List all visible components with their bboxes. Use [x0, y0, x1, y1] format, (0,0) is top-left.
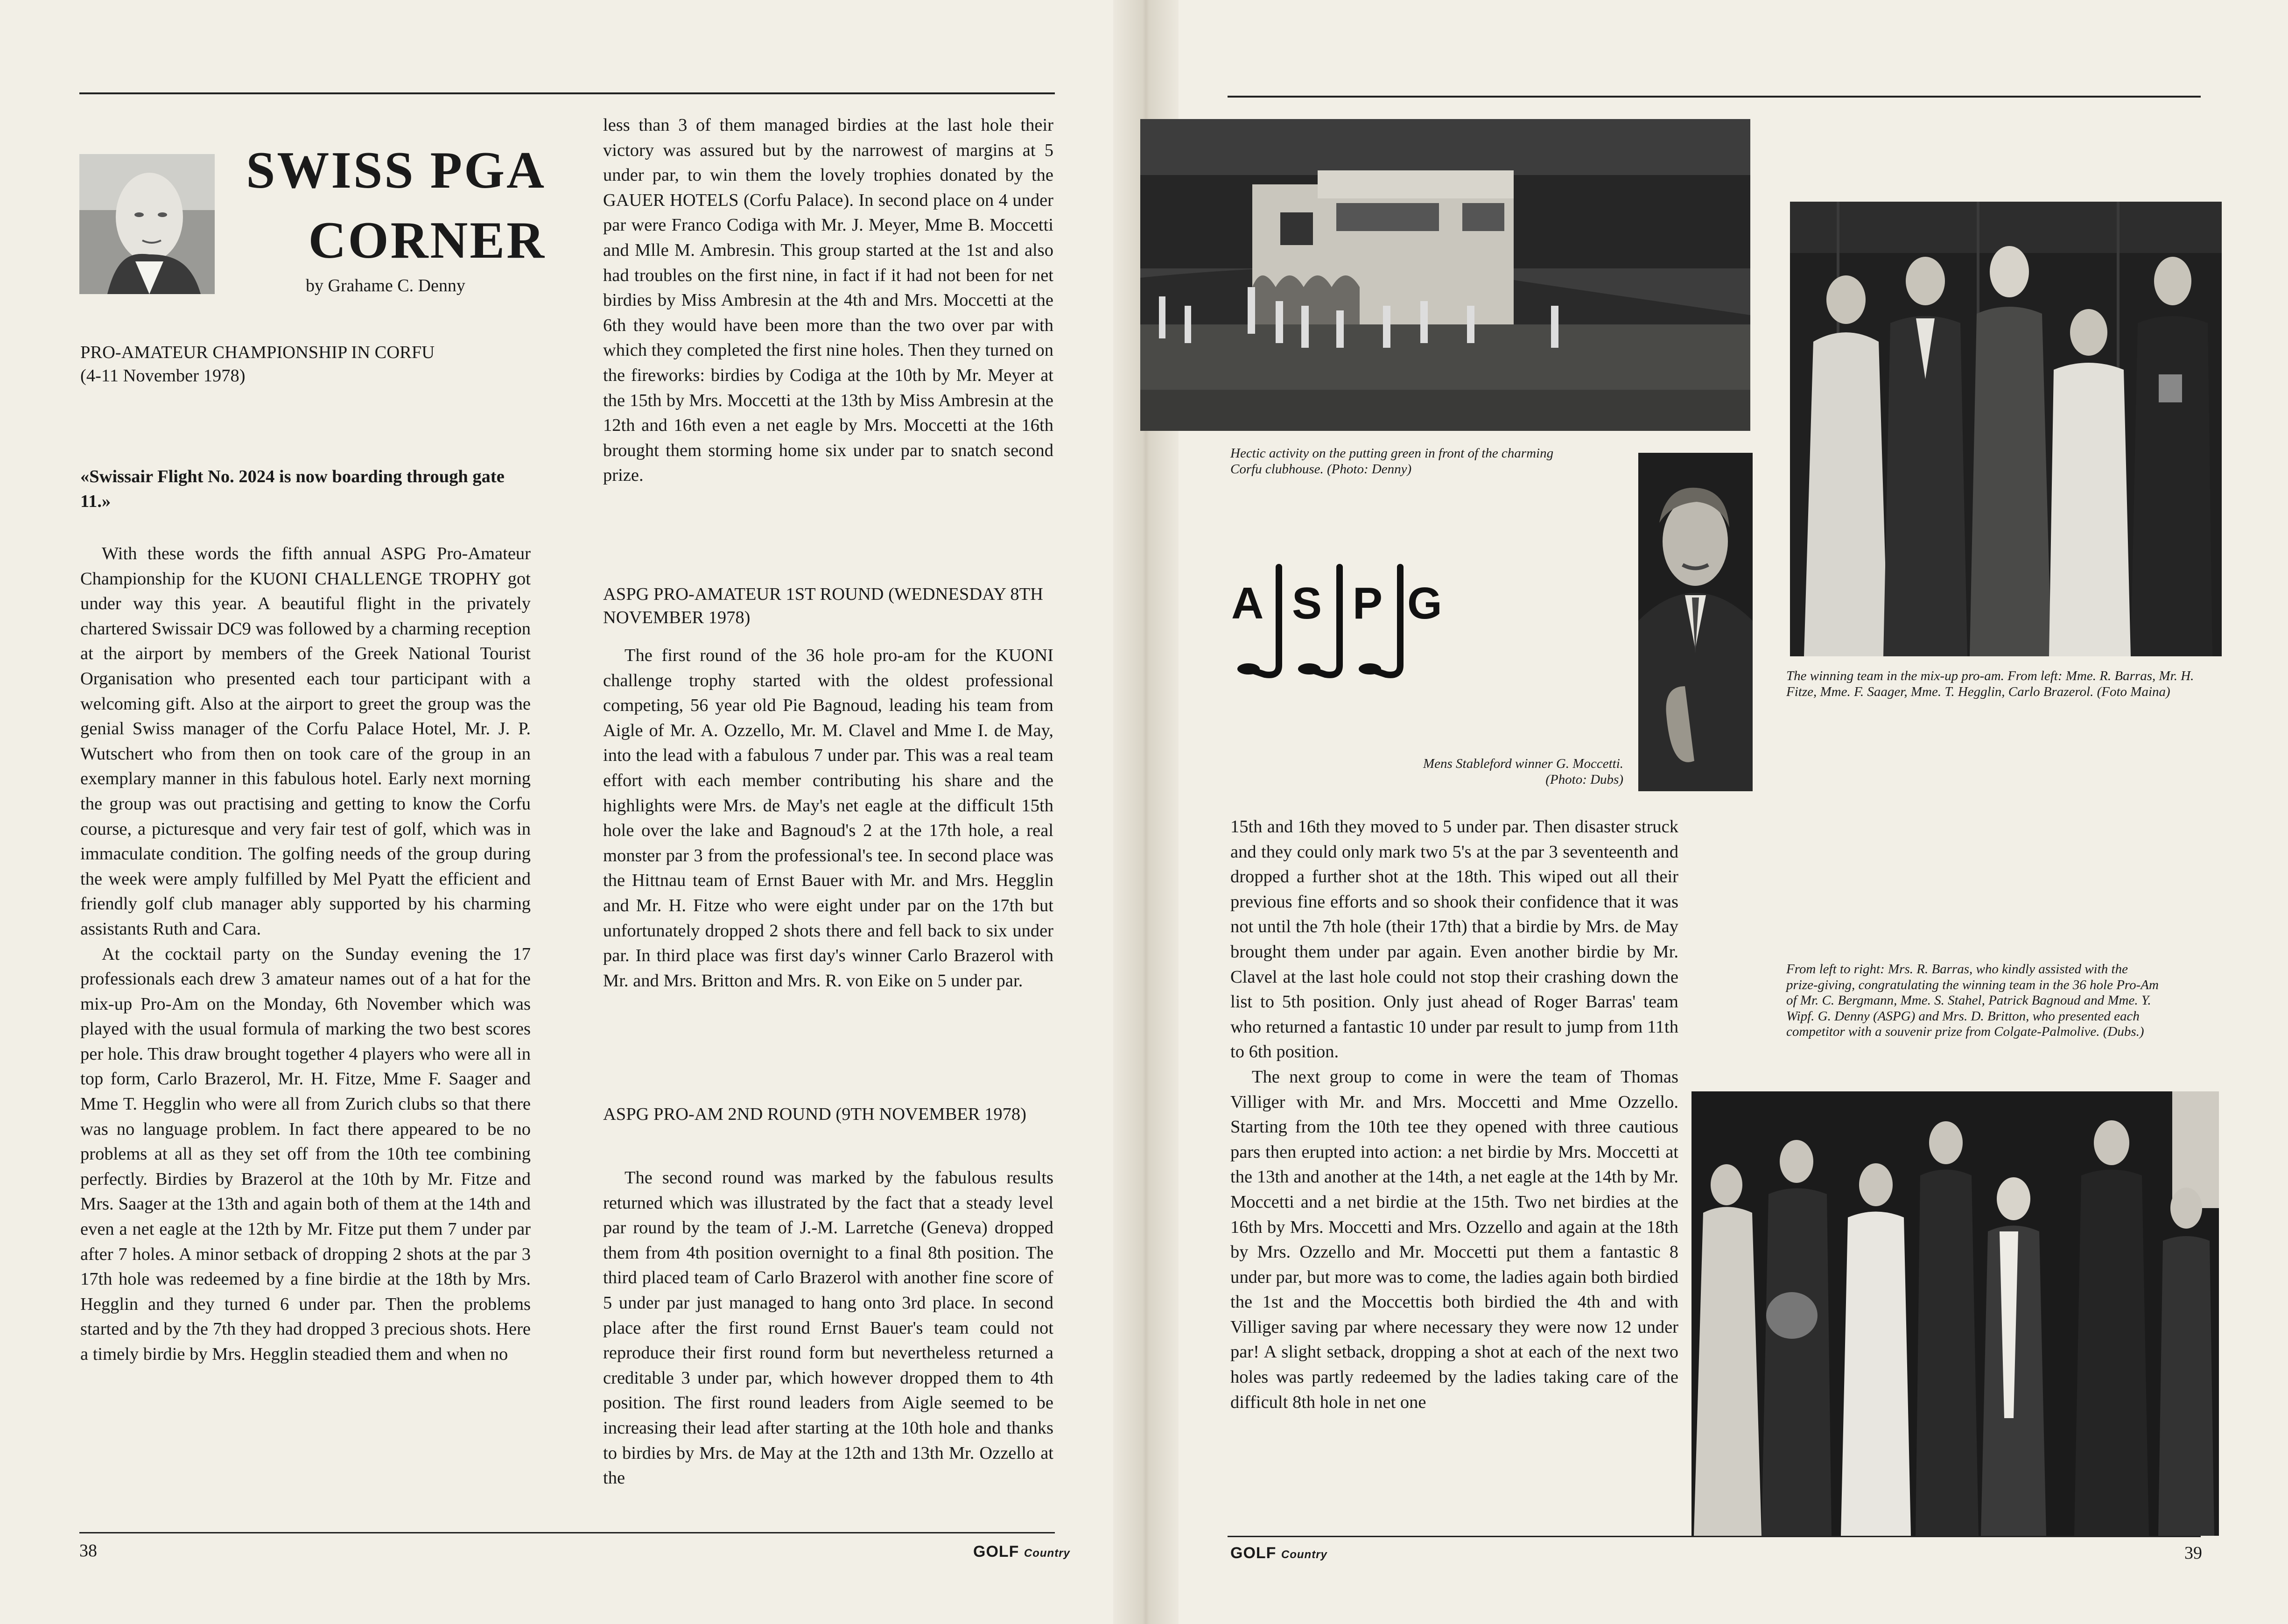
- article-title: [224, 135, 546, 275]
- col3-paragraph-1: 15th and 16th they moved to 5 under par. Then disaster struck and they could only mark two 5's at the par 3 seventeenth and dropped a further shot at the 18th. This wiped out all their previous fine efforts and so shook their confidence that it was not until the 7th hole (their 17th) that a birdie by Mrs. de May brought them under par again. Even another birdie by Mr. Clavel at the last hole could not stop their crashing down the list to 5th position. Only just ahead of Roger Barras' team who returned a fantastic 10 under par result to jump from 11th to 6th position.: [1230, 817, 1678, 1062]
- footer-logo-sub-left: Country: [1024, 1547, 1070, 1560]
- author-portrait: [79, 154, 215, 294]
- photo-moccetti: [1638, 453, 1753, 791]
- caption-prize-giving: From left to right: Mrs. R. Barras, who kindly assisted with the prize-giving, congratulating the winning team in the 36 hole Pro-Am of Mr. C. Bergmann, Mme. S. Stahel, Patrick Bagnoud and Mme. Y. Wipf. G. Denny (ASPG) and Mrs. D. Britton, who presented each competitor with a souvenir prize from Colgate-Palmolive. (Dubs.): [1786, 962, 2159, 1039]
- photo-winning-team: [1790, 202, 2222, 656]
- caption-putting-green: Hectic activity on the putting green in front of the charming Corfu clubhouse. (Photo: Denny): [1230, 446, 1554, 477]
- top-rule-left: [79, 92, 1055, 94]
- aspg-logo: [1228, 558, 1452, 684]
- footer-logo-left: [973, 1543, 1070, 1561]
- col3-paragraph-2: The next group to come in were the team of Thomas Villiger with Mr. and Mrs. Moccetti and Mme Ozzello. Starting from the 10th tee they opened with three cautious pars then erupted into action: a net birdie by Mrs. Moccetti at the 13th and another at the 14th, a net eagle at the 14th by Mr. Moccetti and a net birdie at the 15th. Two net birdies at the 16th by Mrs. Moccetti and Mrs. Ozzello and again at the 18th by Mrs. Ozzello and Mr. Moccetti put them a fantastic 8 under par, but more was to come, the ladies again both birdied the 1st and the Moccettis both birdied the 4th and with Villiger saving par where necessary they were now 12 under par! A slight setback, dropping a shot at each of the next two holes was partly redeemed by the ladies taking care of the difficult 8th hole in net one: [1230, 1067, 1678, 1412]
- bottom-rule-right: [1228, 1536, 2201, 1537]
- section-dates: (4-11 November 1978): [80, 366, 246, 386]
- photo-putting-green: [1140, 119, 1750, 431]
- column-2-round-1: [603, 643, 1053, 993]
- caption-moccetti: Mens Stableford winner G. Moccetti. (Photo: Dubs): [1423, 756, 1623, 787]
- footer-logo-sub-right: Country: [1281, 1548, 1327, 1561]
- col1-paragraph-1: With these words the fifth annual ASPG Pro-Amateur Championship for the KUONI CHALLENGE TROPHY got under way this year. A beautiful flight in the privately chartered Swissair DC9 was followed by a charming reception at the airport by members of the Greek National Tourist Organisation who presented each tour participant with a welcoming gift. Also at the airport to greet the group was the genial Swiss manager of the Corfu Palace Hotel, Mr. J. P. Wutschert who from then on took care of the group in an exemplary manner in this fabulous hotel. Early next morning the group was out practising and getting to know the Corfu course, a picturesque and very fair test of golf, which was in immaculate condition. The golfing needs of the group during the week were amply fulfilled by Mel Pyatt the efficient and friendly golf club manager ably supported by his charming assistants Ruth and Cara.: [80, 544, 531, 939]
- column-3: [1230, 815, 1678, 1415]
- bottom-rule-left: [79, 1532, 1055, 1533]
- svg-text:S: S: [1292, 578, 1322, 628]
- heading-round-2: ASPG PRO-AM 2ND ROUND (9TH NOVEMBER 1978): [603, 1104, 1026, 1124]
- footer-logo-right: [1230, 1544, 1327, 1562]
- col1-paragraph-2: At the cocktail party on the Sunday evening the 17 professionals each drew 3 amateur names out of a hat for the mix-up Pro-Am on the Monday, 6th November which was played with the usual formula of marking the two best scores per hole. This draw brought together 4 players who were all in top form, Carlo Brazerol, Mr. H. Fitze, Mme F. Saager and Mme T. Hegglin who were all from Zurich clubs so that there was no language problem. In fact there appeared to be no problems at all as they set off from the 10th tee combining perfectly. Birdies by Brazerol at the 10th by Mr. Fitze and Mrs. Saager at the 13th and again both of them at the 14th and even a net eagle at the 12th by Mr. Fitze put them 7 under par after 7 holes. A minor setback of dropping 2 shots at the par 3 17th hole was redeemed by a fine birdie at the 18th by Mrs. Hegglin and they turned 6 under par. Then the problems started and by the 7th they had dropped 3 precious shots. Here a timely birdie by Mrs. Hegglin steadied them and when no: [80, 944, 531, 1364]
- col2-paragraph-3: The second round was marked by the fabulous results returned which was illustrated by the fact that a steady level par round by the team of J.-M. Larretche (Geneva) dropped them from 4th position overnight to a final 8th position. The third placed team of Carlo Brazerol with another fine score of 5 under par just managed to hang onto 3rd place. In second place after the first round Ernst Bauer's team could not reproduce their first round form but nevertheless returned a creditable 3 under par, which however dropped them to 4th position. The first round leaders from Aigle seemed to be increasing their lead after starting at the 10th hole and thanks to birdies by Mrs. de May at the 12th and 13th Mr. Ozzello at the: [603, 1168, 1053, 1488]
- section-title: PRO-AMATEUR CHAMPIONSHIP IN CORFU: [80, 343, 435, 362]
- svg-text:G: G: [1407, 578, 1442, 628]
- footer-logo-text-right: GOLF: [1230, 1544, 1277, 1562]
- section-heading: [80, 341, 535, 387]
- byline: by Grahame C. Denny: [306, 276, 465, 295]
- page-number-left: 38: [79, 1541, 97, 1561]
- column-2: [603, 113, 1053, 488]
- column-2-round-2: [603, 1166, 1053, 1491]
- heading-round-1: ASPG PRO-AMATEUR 1ST ROUND (WEDNESDAY 8TH NOVEMBER 1978): [603, 584, 1043, 627]
- top-rule-right: [1228, 96, 2201, 98]
- title-line-2: CORNER: [308, 211, 546, 269]
- photo-prize-giving: [1691, 1091, 2219, 1536]
- column-1: [80, 541, 531, 1367]
- title-line-1: SWISS PGA: [246, 141, 546, 199]
- footer-logo-text-left: GOLF: [973, 1543, 1019, 1561]
- lead-quote: «Swissair Flight No. 2024 is now boarding through gate 11.»: [80, 467, 505, 511]
- svg-text:P: P: [1353, 578, 1383, 628]
- page-number-right: 39: [2184, 1543, 2202, 1563]
- caption-winning-team: The winning team in the mix-up pro-am. From left: Mme. R. Barras, Mr. H. Fitze, Mme. F. Saager, Mme. T. Hegglin, Carlo Brazerol. (Foto Maina): [1786, 668, 2194, 699]
- svg-text:A: A: [1231, 578, 1264, 628]
- aspg-logo-graphic: [1228, 558, 1452, 684]
- col2-paragraph-1: less than 3 of them managed birdies at the last hole their victory was assured but by the narrowest of margins at 5 under par, to win them the lovely trophies donated by the GAUER HOTELS (Corfu Palace). In second place on 4 under par were Franco Codiga with Mr. J. Meyer, Mme B. Moccetti and Mlle M. Ambresin. This group started at the 1st and also had troubles on the first nine, in fact if it had not been for net birdies by Miss Ambresin at the 4th and Mrs. Moccetti at the 6th they would have been more than the two over par with which they completed the first nine holes. Then they turned on the fireworks: birdies by Codiga at the 10th by Mr. Meyer at the 15th by Mrs. Moccetti at the 13th by Miss Ambresin at the 12th and 16th even a net eagle by Mrs. Moccetti at the 16th brought them storming home six under par to snatch second prize.: [603, 115, 1053, 485]
- col2-paragraph-2: The first round of the 36 hole pro-am for the KUONI challenge trophy started with the oldest professional competing, 56 year old Pie Bagnoud, leading his team from Aigle of Mr. A. Ozzello, Mr. M. Clavel and Mme I. de May, into the lead with a fabulous 7 under par. This was a real team effort with each member contributing his share and the highlights were Mrs. de May's net eagle at the difficult 15th hole over the lake and Bagnoud's 2 at the 17th hole, a real monster par 3 from the professional's tee. In second place was the Hittnau team of Ernst Bauer with Mr. and Mrs. Hegglin and Mr. H. Fitze who were eight under par on the 17th but unfortunately dropped 2 shots there and fell back to six under par. In third place was first day's winner Carlo Brazerol with Mr. and Mrs. Britton and Mrs. R. von Eike on 5 under par.: [603, 646, 1053, 991]
